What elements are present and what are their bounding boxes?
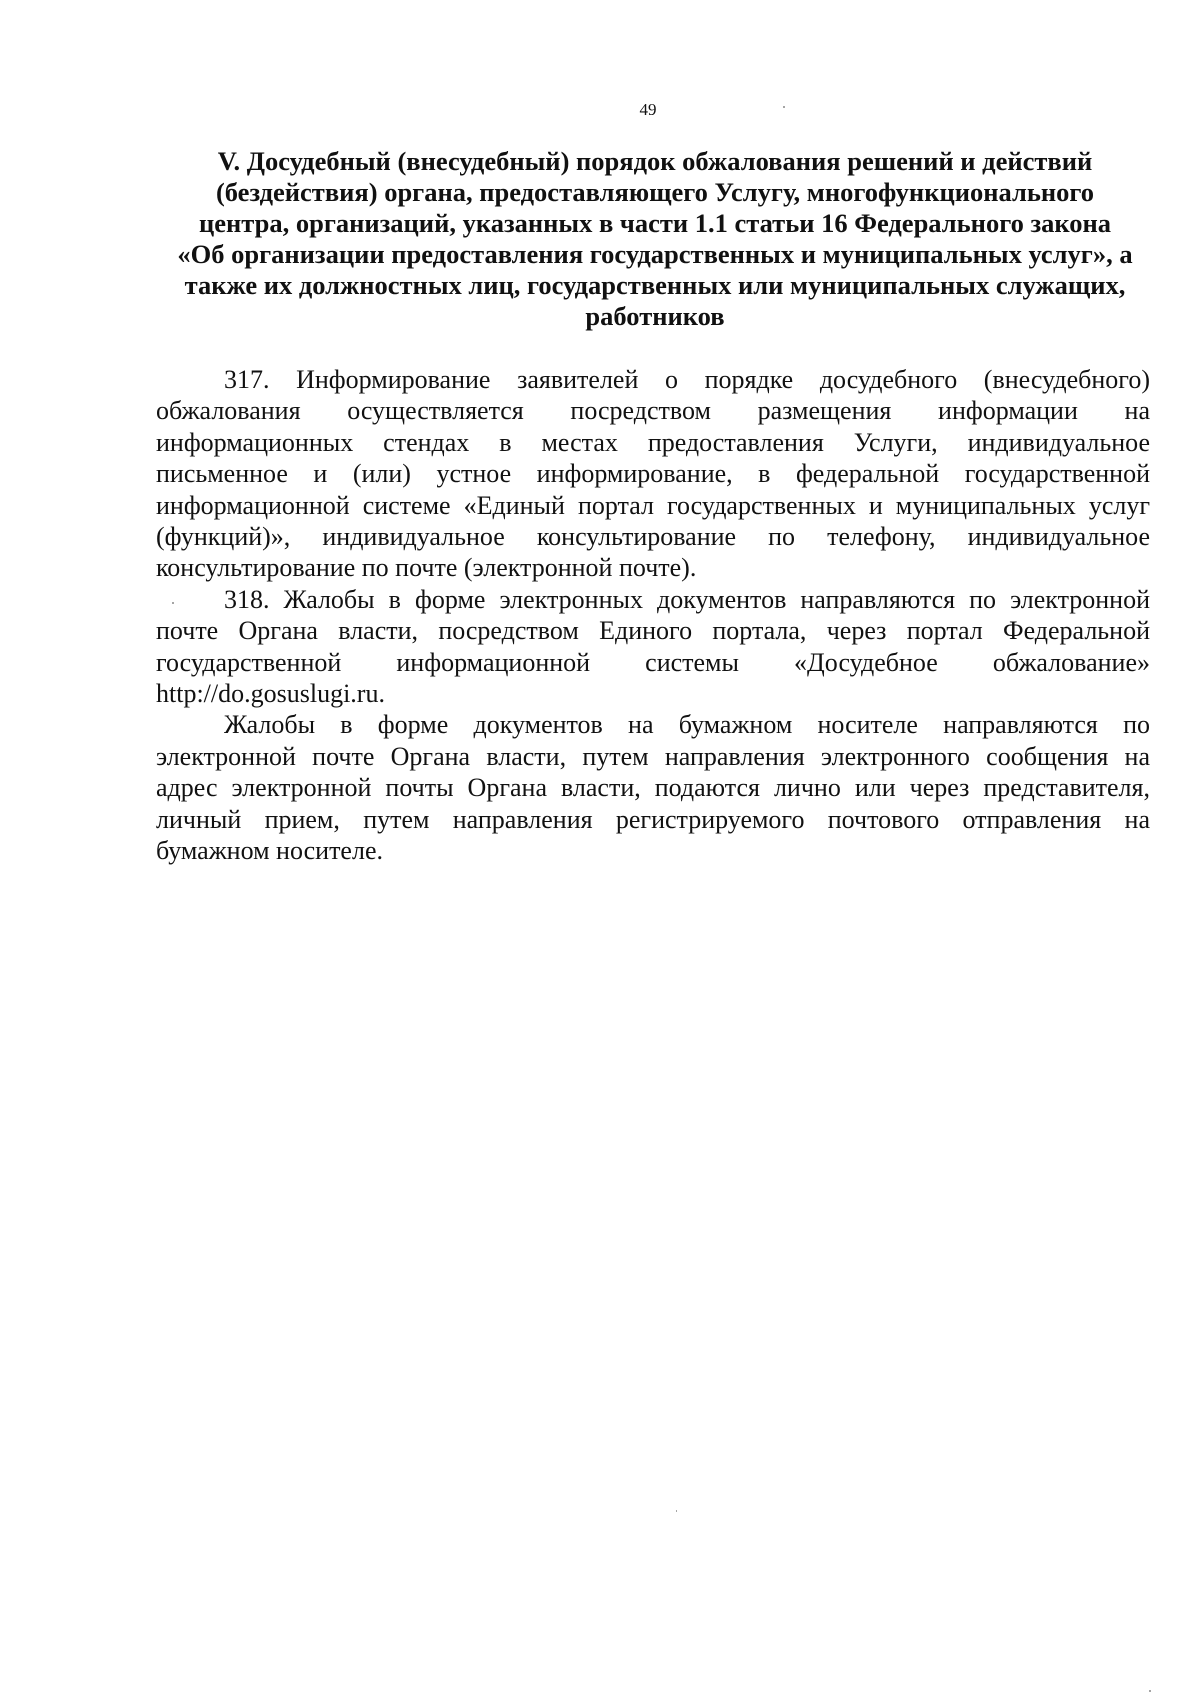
scan-speck [172, 602, 174, 604]
text-line: адрес электронной почты Органа власти, подаются лично или через представителя, [156, 773, 1150, 803]
section-title-line: центра, организаций, указанных в части 1.1 статьи 16 Федерального закона [198, 208, 1112, 238]
text-line: обжалования осуществляется посредством размещения информации на [156, 396, 1150, 426]
text-line: консультирование по почте (электронной почте). [156, 553, 697, 583]
text-line: Жалобы в форме документов на бумажном носителе направляются по [224, 710, 1150, 740]
section-title-line: (бездействия) органа, предоставляющего Услугу, многофункционального [215, 177, 1095, 207]
section-title-line: также их должностных лиц, государственных или муниципальных служащих, [184, 270, 1126, 300]
text-line: электронной почте Органа власти, путем направления электронного сообщения на [156, 741, 1150, 771]
text-line: почте Органа власти, посредством Единого портала, через портал Федеральной [156, 616, 1150, 646]
text-line: http://do.gosuslugi.ru. [156, 679, 385, 709]
section-title-line: работников [585, 301, 725, 331]
scan-speck [783, 106, 785, 108]
section-title-line: V. Досудебный (внесудебный) порядок обжалования решений и действий [217, 146, 1093, 176]
page-number: 49 [639, 100, 657, 119]
text-line: 318. Жалобы в форме электронных документов направляются по электронной [224, 584, 1150, 614]
text-line: 317. Информирование заявителей о порядке досудебного (внесудебного) [224, 365, 1150, 394]
body-text [156, 364, 1150, 867]
scan-speck [1149, 1690, 1151, 1692]
text-line: личный прием, путем направления регистрируемого почтового отправления на [156, 804, 1150, 834]
text-line: государственной информационной системы «Досудебное обжалование» [156, 647, 1150, 677]
text-line: письменное и (или) устное информирование, в федеральной государственной [156, 459, 1150, 489]
text-line: (функций)», индивидуальное консультирование по телефону, индивидуальное [156, 522, 1150, 552]
paragraph-paper-complaints [156, 709, 1150, 866]
paragraph-317 [156, 364, 1150, 584]
text-line: бумажном носителе. [156, 836, 383, 866]
section-title [155, 146, 1155, 332]
text-line: информационной системе «Единый портал государственных и муниципальных услуг [156, 490, 1150, 520]
scan-speck [676, 1510, 677, 1512]
paragraph-318 [156, 584, 1150, 710]
section-title-line: «Об организации предоставления государственных и муниципальных услуг», а [177, 239, 1133, 269]
text-line: информационных стендах в местах предоставления Услуги, индивидуальное [156, 427, 1150, 457]
